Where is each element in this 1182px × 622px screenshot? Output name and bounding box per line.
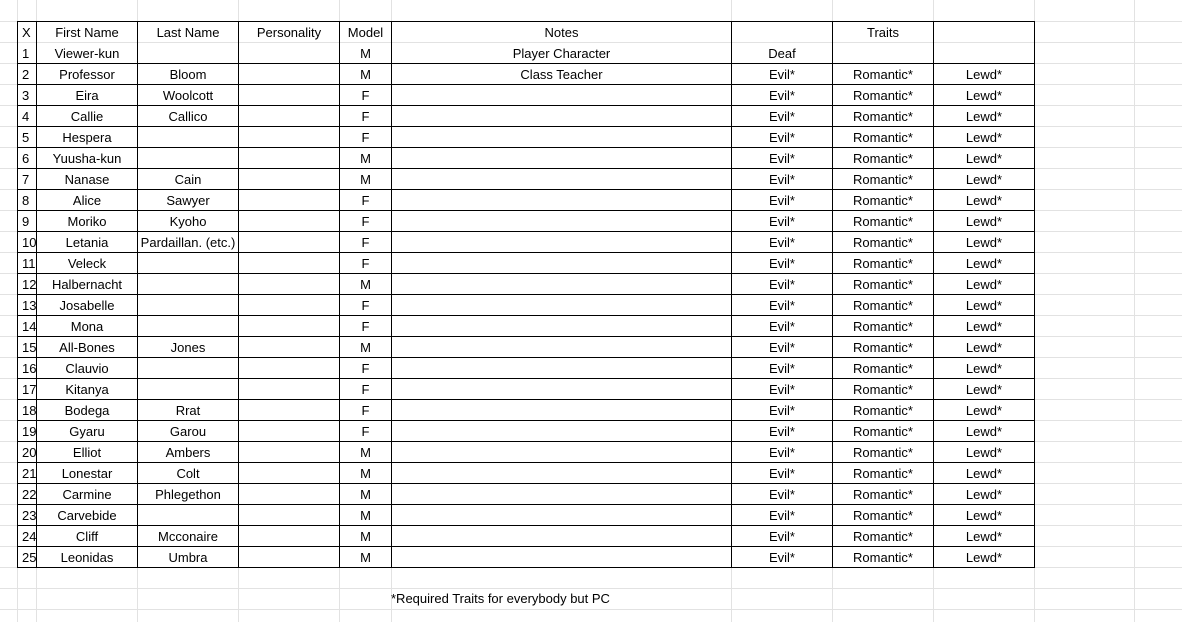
cell-trait-2[interactable]: Romantic* <box>853 193 913 208</box>
cell-last-name[interactable] <box>138 505 238 526</box>
cell-trait-3[interactable]: Lewd* <box>965 277 1003 292</box>
cell-trait-2[interactable]: Romantic* <box>853 382 913 397</box>
cell-model[interactable]: F <box>361 382 370 397</box>
cell-row-number[interactable]: 14 <box>22 319 37 334</box>
cell-personality[interactable] <box>239 127 339 148</box>
cell-trait-3[interactable]: Lewd* <box>965 88 1003 103</box>
cell-trait-3[interactable]: Lewd* <box>965 529 1003 544</box>
cell-model[interactable]: F <box>361 235 370 250</box>
cell-first-name[interactable]: Alice <box>72 193 102 208</box>
cell-last-name[interactable]: Rrat <box>175 403 201 418</box>
cell-trait-1[interactable]: Evil* <box>768 109 795 124</box>
cell-model[interactable]: M <box>360 340 371 355</box>
cell-trait-2[interactable]: Romantic* <box>853 340 913 355</box>
cell-trait-1[interactable]: Evil* <box>768 403 795 418</box>
cell-model[interactable]: M <box>360 466 371 481</box>
cell-trait-1[interactable]: Evil* <box>768 277 795 292</box>
cell-model[interactable]: F <box>361 361 370 376</box>
cell-row-number[interactable]: 12 <box>22 277 37 292</box>
cell-trait-3[interactable]: Lewd* <box>965 550 1003 565</box>
cell-model[interactable]: F <box>361 298 370 313</box>
cell-notes[interactable] <box>392 211 731 232</box>
cell-row-number[interactable]: 2 <box>22 67 30 82</box>
cell-trait-1[interactable]: Evil* <box>768 319 795 334</box>
cell-trait-1[interactable]: Evil* <box>768 256 795 271</box>
cell-trait-3[interactable]: Lewd* <box>965 403 1003 418</box>
cell-personality[interactable] <box>239 295 339 316</box>
cell-first-name[interactable]: Cliff <box>75 529 99 544</box>
cell-trait-3[interactable]: Lewd* <box>965 466 1003 481</box>
cell-trait-1[interactable]: Evil* <box>768 424 795 439</box>
cell-trait-3[interactable]: Lewd* <box>965 214 1003 229</box>
cell-row-number[interactable]: 13 <box>22 298 37 313</box>
cell-personality[interactable] <box>239 505 339 526</box>
cell-last-name[interactable] <box>138 358 238 379</box>
cell-personality[interactable] <box>239 358 339 379</box>
cell-trait-1[interactable]: Evil* <box>768 466 795 481</box>
cell-model[interactable]: M <box>360 508 371 523</box>
cell-row-number[interactable]: 4 <box>22 109 30 124</box>
cell-trait-2[interactable]: Romantic* <box>853 235 913 250</box>
cell-personality[interactable] <box>239 64 339 85</box>
cell-notes[interactable]: Player Character <box>512 46 611 61</box>
header-row-number[interactable]: X <box>22 25 31 40</box>
cell-model[interactable]: F <box>361 214 370 229</box>
cell-trait-2[interactable]: Romantic* <box>853 403 913 418</box>
cell-last-name[interactable]: Bloom <box>169 67 207 82</box>
cell-notes[interactable] <box>392 505 731 526</box>
cell-notes[interactable] <box>392 232 731 253</box>
cell-row-number[interactable]: 9 <box>22 214 30 229</box>
cell-first-name[interactable]: Viewer-kun <box>54 46 120 61</box>
cell-first-name[interactable]: Bodega <box>64 403 110 418</box>
cell-trait-2[interactable]: Romantic* <box>853 88 913 103</box>
cell-trait-3[interactable]: Lewd* <box>965 109 1003 124</box>
cell-trait-1[interactable]: Evil* <box>768 340 795 355</box>
cell-model[interactable]: M <box>360 487 371 502</box>
cell-personality[interactable] <box>239 190 339 211</box>
header-trait-2[interactable]: Traits <box>866 25 900 40</box>
cell-model[interactable]: M <box>360 46 371 61</box>
cell-last-name[interactable] <box>138 148 238 169</box>
cell-last-name[interactable] <box>138 253 238 274</box>
cell-first-name[interactable]: Leonidas <box>60 550 114 565</box>
cell-trait-3[interactable]: Lewd* <box>965 424 1003 439</box>
cell-first-name[interactable]: Mona <box>70 319 104 334</box>
cell-last-name[interactable]: Callico <box>168 109 208 124</box>
cell-trait-2[interactable]: Romantic* <box>853 109 913 124</box>
cell-first-name[interactable]: Clauvio <box>65 361 109 376</box>
cell-trait-3[interactable]: Lewd* <box>965 319 1003 334</box>
cell-trait-2[interactable]: Romantic* <box>853 445 913 460</box>
cell-last-name[interactable] <box>138 127 238 148</box>
cell-trait-1[interactable]: Evil* <box>768 361 795 376</box>
cell-personality[interactable] <box>239 211 339 232</box>
cell-personality[interactable] <box>239 547 339 568</box>
cell-personality[interactable] <box>239 400 339 421</box>
cell-notes[interactable] <box>392 148 731 169</box>
cell-first-name[interactable]: Josabelle <box>59 298 115 313</box>
header-personality[interactable]: Personality <box>256 25 322 40</box>
cell-trait-3[interactable]: Lewd* <box>965 193 1003 208</box>
cell-trait-2[interactable]: Romantic* <box>853 424 913 439</box>
cell-row-number[interactable]: 24 <box>22 529 37 544</box>
cell-notes[interactable] <box>392 274 731 295</box>
cell-notes[interactable] <box>392 463 731 484</box>
cell-notes[interactable] <box>392 106 731 127</box>
cell-trait-3[interactable]: Lewd* <box>965 487 1003 502</box>
cell-notes[interactable] <box>392 85 731 106</box>
cell-personality[interactable] <box>239 232 339 253</box>
cell-trait-1[interactable]: Evil* <box>768 550 795 565</box>
cell-trait-1[interactable]: Evil* <box>768 67 795 82</box>
cell-model[interactable]: M <box>360 529 371 544</box>
cell-model[interactable]: M <box>360 550 371 565</box>
cell-trait-1[interactable]: Evil* <box>768 214 795 229</box>
header-model[interactable]: Model <box>347 25 384 40</box>
cell-trait-2[interactable]: Romantic* <box>853 319 913 334</box>
cell-last-name[interactable]: Phlegethon <box>155 487 221 502</box>
cell-trait-3[interactable]: Lewd* <box>965 151 1003 166</box>
cell-trait-1[interactable]: Deaf <box>768 46 796 61</box>
cell-last-name[interactable]: Mcconaire <box>158 529 218 544</box>
cell-last-name[interactable]: Ambers <box>165 445 211 460</box>
cell-personality[interactable] <box>239 526 339 547</box>
cell-notes[interactable] <box>392 316 731 337</box>
cell-personality[interactable] <box>239 43 339 64</box>
cell-personality[interactable] <box>239 148 339 169</box>
cell-notes[interactable] <box>392 442 731 463</box>
cell-last-name[interactable]: Cain <box>174 172 202 187</box>
cell-row-number[interactable]: 10 <box>22 235 37 250</box>
cell-row-number[interactable]: 3 <box>22 88 30 103</box>
cell-trait-1[interactable]: Evil* <box>768 298 795 313</box>
cell-notes[interactable] <box>392 379 731 400</box>
cell-trait-2[interactable]: Romantic* <box>853 466 913 481</box>
cell-last-name[interactable] <box>138 274 238 295</box>
cell-trait-1[interactable]: Evil* <box>768 487 795 502</box>
cell-model[interactable]: M <box>360 445 371 460</box>
cell-model[interactable]: M <box>360 172 371 187</box>
cell-row-number[interactable]: 5 <box>22 130 30 145</box>
footnote[interactable]: *Required Traits for everybody but PC <box>391 591 610 606</box>
cell-first-name[interactable]: Veleck <box>67 256 107 271</box>
cell-last-name[interactable]: Jones <box>170 340 206 355</box>
cell-model[interactable]: F <box>361 109 370 124</box>
cell-personality[interactable] <box>239 442 339 463</box>
cell-row-number[interactable]: 7 <box>22 172 30 187</box>
cell-personality[interactable] <box>239 484 339 505</box>
cell-model[interactable]: F <box>361 424 370 439</box>
cell-first-name[interactable]: Halbernacht <box>51 277 123 292</box>
cell-trait-1[interactable]: Evil* <box>768 445 795 460</box>
cell-row-number[interactable]: 16 <box>22 361 37 376</box>
cell-trait-1[interactable]: Evil* <box>768 172 795 187</box>
cell-personality[interactable] <box>239 337 339 358</box>
cell-model[interactable]: M <box>360 151 371 166</box>
cell-notes[interactable] <box>392 358 731 379</box>
cell-personality[interactable] <box>239 421 339 442</box>
cell-model[interactable]: F <box>361 256 370 271</box>
cell-trait-1[interactable]: Evil* <box>768 130 795 145</box>
cell-model[interactable]: F <box>361 193 370 208</box>
cell-row-number[interactable]: 15 <box>22 340 37 355</box>
cell-notes[interactable] <box>392 295 731 316</box>
cell-first-name[interactable]: Professor <box>59 67 115 82</box>
cell-trait-3[interactable]: Lewd* <box>965 256 1003 271</box>
cell-trait-1[interactable]: Evil* <box>768 151 795 166</box>
header-trait-3[interactable] <box>934 22 1034 43</box>
cell-personality[interactable] <box>239 106 339 127</box>
cell-model[interactable]: F <box>361 88 370 103</box>
cell-row-number[interactable]: 25 <box>22 550 37 565</box>
cell-trait-3[interactable]: Lewd* <box>965 340 1003 355</box>
cell-first-name[interactable]: Yuusha-kun <box>52 151 122 166</box>
cell-first-name[interactable]: Letania <box>65 235 109 250</box>
cell-notes[interactable]: Class Teacher <box>520 67 603 82</box>
cell-notes[interactable] <box>392 190 731 211</box>
cell-model[interactable]: F <box>361 130 370 145</box>
cell-row-number[interactable]: 1 <box>22 46 30 61</box>
cell-trait-1[interactable]: Evil* <box>768 235 795 250</box>
header-notes[interactable]: Notes <box>544 25 579 40</box>
cell-trait-3[interactable]: Lewd* <box>965 235 1003 250</box>
cell-model[interactable]: M <box>360 277 371 292</box>
cell-trait-2[interactable]: Romantic* <box>853 487 913 502</box>
cell-row-number[interactable]: 8 <box>22 193 30 208</box>
cell-row-number[interactable]: 17 <box>22 382 37 397</box>
cell-model[interactable]: M <box>360 67 371 82</box>
cell-trait-2[interactable]: Romantic* <box>853 256 913 271</box>
cell-trait-1[interactable]: Evil* <box>768 88 795 103</box>
cell-first-name[interactable]: All-Bones <box>59 340 115 355</box>
cell-first-name[interactable]: Callie <box>70 109 104 124</box>
cell-last-name[interactable] <box>138 379 238 400</box>
cell-first-name[interactable]: Lonestar <box>61 466 113 481</box>
cell-row-number[interactable]: 6 <box>22 151 30 166</box>
cell-first-name[interactable]: Nanase <box>64 172 110 187</box>
cell-trait-3[interactable]: Lewd* <box>965 67 1003 82</box>
cell-trait-3[interactable]: Lewd* <box>965 382 1003 397</box>
cell-row-number[interactable]: 18 <box>22 403 37 418</box>
cell-trait-1[interactable]: Evil* <box>768 382 795 397</box>
cell-first-name[interactable]: Gyaru <box>69 424 105 439</box>
cell-trait-2[interactable]: Romantic* <box>853 67 913 82</box>
cell-trait-2[interactable]: Romantic* <box>853 361 913 376</box>
cell-first-name[interactable]: Carvebide <box>57 508 117 523</box>
cell-row-number[interactable]: 21 <box>22 466 37 481</box>
cell-first-name[interactable]: Eira <box>75 88 99 103</box>
cell-trait-2[interactable] <box>833 43 933 64</box>
cell-personality[interactable] <box>239 253 339 274</box>
cell-trait-2[interactable]: Romantic* <box>853 508 913 523</box>
cell-first-name[interactable]: Elliot <box>72 445 102 460</box>
cell-personality[interactable] <box>239 85 339 106</box>
cell-trait-3[interactable]: Lewd* <box>965 130 1003 145</box>
cell-last-name[interactable]: Pardaillan. (etc.) <box>140 235 236 250</box>
cell-first-name[interactable]: Kitanya <box>65 382 109 397</box>
cell-personality[interactable] <box>239 169 339 190</box>
cell-notes[interactable] <box>392 253 731 274</box>
cell-trait-2[interactable]: Romantic* <box>853 550 913 565</box>
cell-row-number[interactable]: 19 <box>22 424 37 439</box>
cell-trait-2[interactable]: Romantic* <box>853 298 913 313</box>
cell-last-name[interactable]: Sawyer <box>166 193 210 208</box>
cell-notes[interactable] <box>392 547 731 568</box>
cell-last-name[interactable]: Kyoho <box>169 214 207 229</box>
cell-row-number[interactable]: 20 <box>22 445 37 460</box>
cell-notes[interactable] <box>392 127 731 148</box>
cell-row-number[interactable]: 23 <box>22 508 37 523</box>
cell-trait-3[interactable]: Lewd* <box>965 445 1003 460</box>
cell-first-name[interactable]: Hespera <box>62 130 112 145</box>
header-last-name[interactable]: Last Name <box>156 25 220 40</box>
cell-trait-1[interactable]: Evil* <box>768 529 795 544</box>
cell-personality[interactable] <box>239 274 339 295</box>
cell-notes[interactable] <box>392 421 731 442</box>
cell-notes[interactable] <box>392 484 731 505</box>
cell-last-name[interactable]: Woolcott <box>162 88 214 103</box>
cell-model[interactable]: F <box>361 319 370 334</box>
cell-trait-3[interactable] <box>934 43 1034 64</box>
cell-personality[interactable] <box>239 463 339 484</box>
cell-last-name[interactable]: Colt <box>176 466 200 481</box>
cell-trait-2[interactable]: Romantic* <box>853 214 913 229</box>
header-first-name[interactable]: First Name <box>55 25 119 40</box>
header-trait-1[interactable] <box>732 22 832 43</box>
cell-last-name[interactable] <box>138 43 238 64</box>
cell-last-name[interactable]: Garou <box>169 424 207 439</box>
cell-last-name[interactable] <box>138 316 238 337</box>
cell-trait-1[interactable]: Evil* <box>768 508 795 523</box>
cell-row-number[interactable]: 11 <box>22 256 36 271</box>
cell-notes[interactable] <box>392 337 731 358</box>
cell-notes[interactable] <box>392 169 731 190</box>
cell-trait-3[interactable]: Lewd* <box>965 508 1003 523</box>
cell-trait-3[interactable]: Lewd* <box>965 361 1003 376</box>
cell-row-number[interactable]: 22 <box>22 487 37 502</box>
cell-model[interactable]: F <box>361 403 370 418</box>
cell-trait-2[interactable]: Romantic* <box>853 529 913 544</box>
cell-personality[interactable] <box>239 379 339 400</box>
cell-trait-2[interactable]: Romantic* <box>853 130 913 145</box>
cell-trait-2[interactable]: Romantic* <box>853 151 913 166</box>
cell-trait-2[interactable]: Romantic* <box>853 172 913 187</box>
cell-trait-2[interactable]: Romantic* <box>853 277 913 292</box>
cell-trait-1[interactable]: Evil* <box>768 193 795 208</box>
cell-first-name[interactable]: Moriko <box>67 214 107 229</box>
cell-notes[interactable] <box>392 400 731 421</box>
cell-notes[interactable] <box>392 526 731 547</box>
cell-last-name[interactable]: Umbra <box>168 550 208 565</box>
cell-personality[interactable] <box>239 316 339 337</box>
cell-first-name[interactable]: Carmine <box>62 487 112 502</box>
cell-last-name[interactable] <box>138 295 238 316</box>
cell-trait-3[interactable]: Lewd* <box>965 298 1003 313</box>
cell-trait-3[interactable]: Lewd* <box>965 172 1003 187</box>
